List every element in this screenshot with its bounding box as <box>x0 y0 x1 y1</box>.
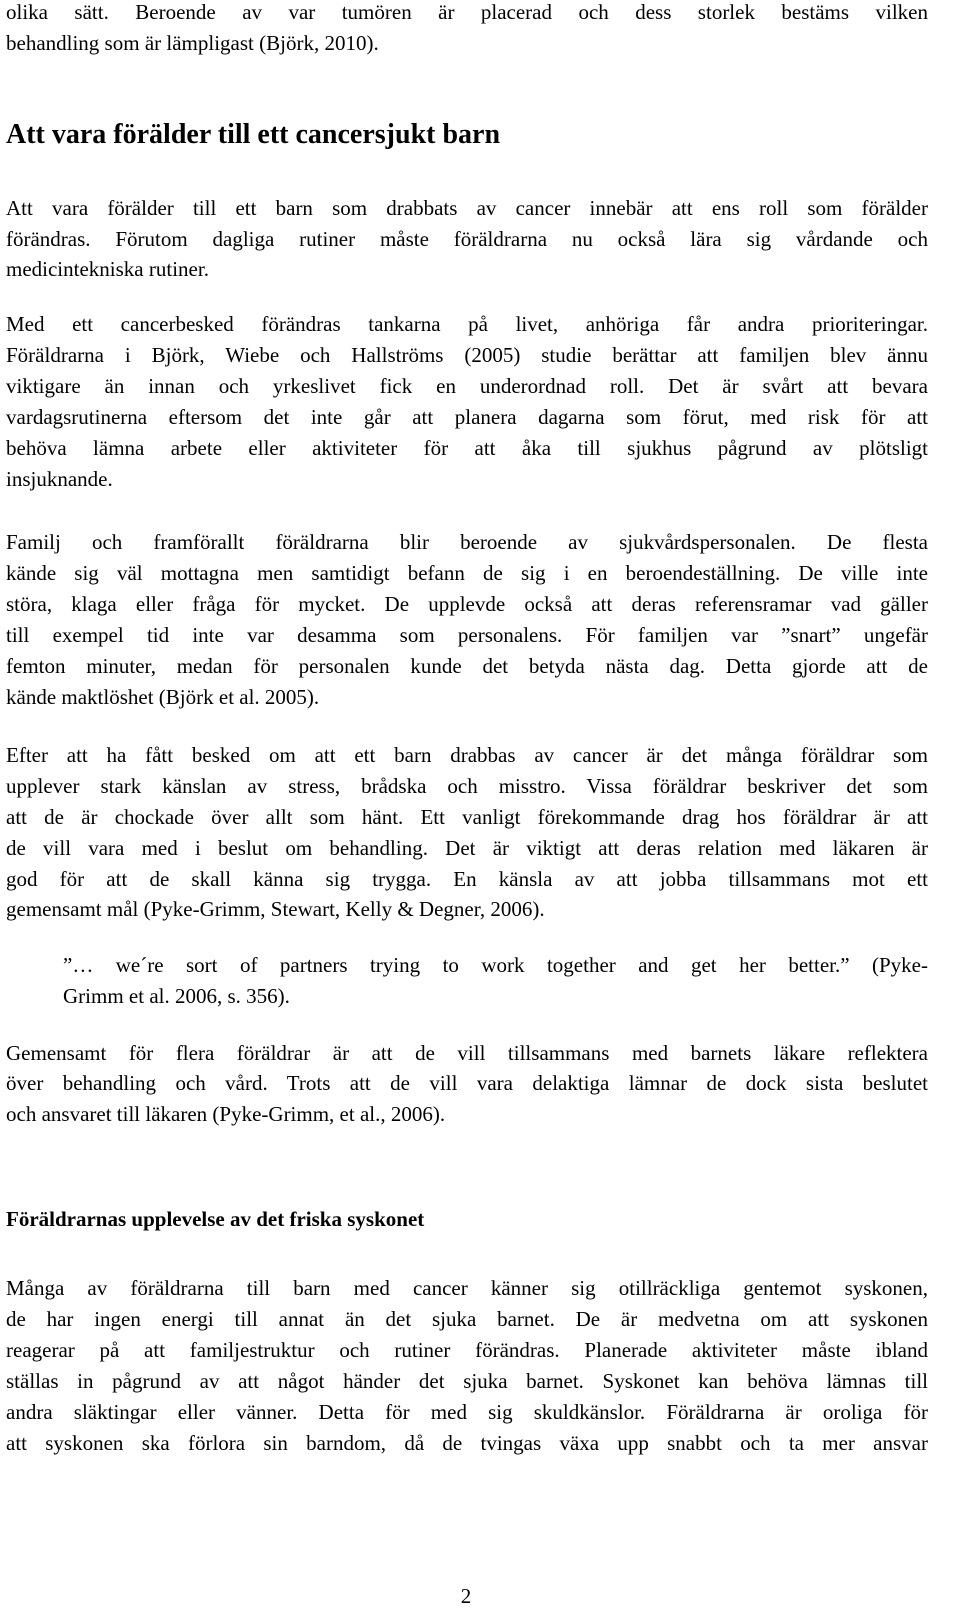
text-line: Med ett cancerbesked förändras tankarna på livet, anhöriga får andra prioriteringar. <box>6 312 928 336</box>
text-line: de vill vara med i beslut om behandling. Det är viktigt att deras relation med läkaren är <box>6 836 928 860</box>
text-line: Grimm et al. 2006, s. 356). <box>63 984 290 1008</box>
text-line: ställas in pågrund av att något händer det sjuka barnet. Syskonet kan behöva lämnas till <box>6 1369 928 1393</box>
text-line: och ansvaret till läkaren (Pyke-Grimm, et al., 2006). <box>6 1102 446 1126</box>
text-line: andra släktingar eller vänner. Detta för med sig skuldkänslor. Föräldrarna är oroliga för <box>6 1400 928 1424</box>
text-line: kände maktlöshet (Björk et al. 2005). <box>6 685 320 709</box>
text-line: gemensamt mål (Pyke-Grimm, Stewart, Kelly & Degner, 2006). <box>6 897 545 921</box>
text-line: ”… we´re sort of partners trying to work together and get her better.” (Pyke- <box>63 953 928 977</box>
text-line: förändras. Förutom dagliga rutiner måste föräldrarna nu också lära sig vårdande och <box>6 227 928 251</box>
page-number: 2 <box>460 1584 472 1608</box>
text-line: behöva lämna arbete eller aktiviteter för att åka till sjukhus pågrund av plötsligt <box>6 436 928 460</box>
text-line: behandling som är lämpligast (Björk, 2010). <box>6 31 379 55</box>
section-heading: Föräldrarnas upplevelse av det friska syskonet <box>6 1207 425 1231</box>
text-line: medicintekniska rutiner. <box>6 257 209 281</box>
text-line: Efter att ha fått besked om att ett barn drabbas av cancer är det många föräldrar som <box>6 743 928 767</box>
text-line: god för att de skall känna sig trygga. En känsla av att jobba tillsammans mot ett <box>6 867 928 891</box>
text-line: att syskonen ska förlora sin barndom, då de tvingas växa upp snabbt och ta mer ansvar <box>6 1431 928 1455</box>
text-line: de har ingen energi till annat än det sjuka barnet. De är medvetna om att syskonen <box>6 1307 928 1331</box>
text-line: kände sig väl mottagna men samtidigt befann de sig i en beroendeställning. De ville inte <box>6 561 928 585</box>
text-line: olika sätt. Beroende av var tumören är placerad och dess storlek bestäms vilken <box>6 0 928 24</box>
text-line: femton minuter, medan för personalen kunde det betyda nästa dag. Detta gjorde att de <box>6 654 928 678</box>
text-line: störa, klaga eller fråga för mycket. De upplevde också att deras referensramar vad gäller <box>6 592 928 616</box>
text-line: vardagsrutinerna eftersom det inte går att planera dagarna som förut, med risk för att <box>6 405 928 429</box>
text-line: Många av föräldrarna till barn med cancer känner sig otillräckliga gentemot syskonen, <box>6 1276 928 1300</box>
text-line: över behandling och vård. Trots att de vill vara delaktiga lämnar de dock sista beslutet <box>6 1071 928 1095</box>
text-line: Gemensamt för flera föräldrar är att de vill tillsammans med barnets läkare reflektera <box>6 1041 928 1065</box>
text-line: Föräldrarna i Björk, Wiebe och Hallströms (2005) studie berättar att familjen blev ännu <box>6 343 928 367</box>
section-heading: Att vara förälder till ett cancersjukt barn <box>6 119 501 150</box>
text-line: viktigare än innan och yrkeslivet fick en underordnad roll. Det är svårt att bevara <box>6 374 928 398</box>
text-line: till exempel tid inte var desamma som personalens. För familjen var ”snart” ungefär <box>6 623 928 647</box>
text-line: att de är chockade över allt som hänt. Ett vanligt förekommande drag hos föräldrar är att <box>6 805 928 829</box>
text-line: reagerar på att familjestruktur och rutiner förändras. Planerade aktiviteter måste ibland <box>6 1338 928 1362</box>
text-line: upplever stark känslan av stress, brådska och misstro. Vissa föräldrar beskriver det som <box>6 774 928 798</box>
text-line: insjuknande. <box>6 467 113 491</box>
text-line: Familj och framförallt föräldrarna blir beroende av sjukvårdspersonalen. De flesta <box>6 530 928 554</box>
text-line: Att vara förälder till ett barn som drabbats av cancer innebär att ens roll som förälder <box>6 196 928 220</box>
